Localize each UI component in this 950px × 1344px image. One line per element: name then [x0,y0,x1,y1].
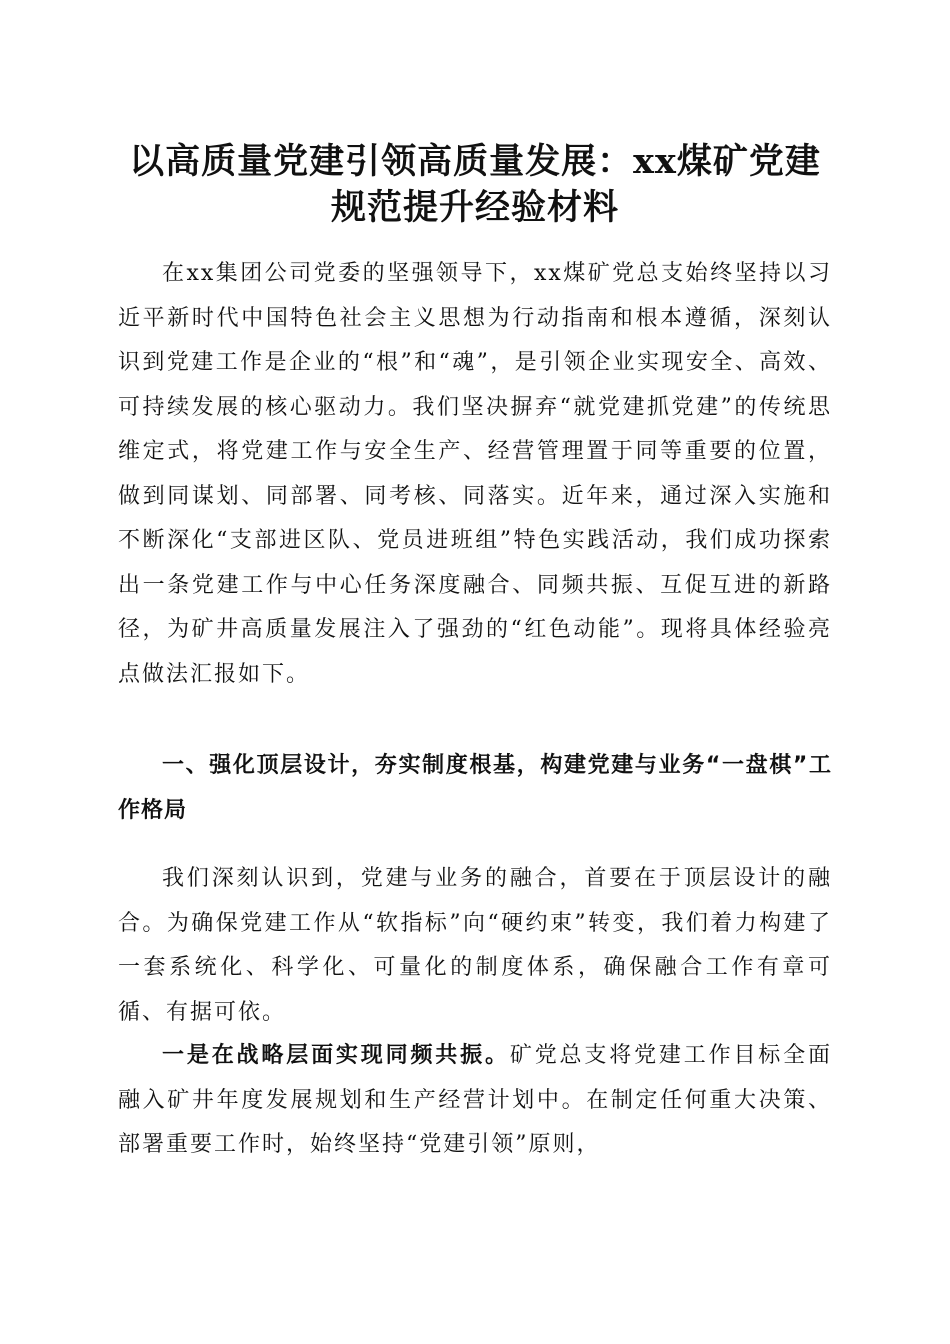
point-1-lead: 一是在战略层面实现同频共振。 [162,1042,510,1068]
document-title-line1: 以高质量党建引领高质量发展：xx煤矿党建 [129,141,821,182]
point-1-paragraph [118,1033,832,1168]
point-1-text: 矿党总支将党建工作目标全面融入矿井年度发展规划和生产经营计划中。在制定任何重大决策、部署重要工作时，始终坚持“党建引领”原则， [118,1043,832,1157]
intro-paragraph: 在xx集团公司党委的坚强领导下，xx煤矿党总支始终坚持以习近平新时代中国特色社会主义思想为行动指南和根本遵循，深刻认识到党建工作是企业的“根”和“魂”，是引领企业实现安全、高效、可持续发展的核心驱动力。我们坚决摒弃“就党建抓党建”的传统思维定式，将党建工作与安全生产、经营管理置于同等重要的位置，做到同谋划、同部署、同考核、同落实。近年来，通过深入实施和不断深化“支部进区队、党员进班组”特色实践活动，我们成功探索出一条党建工作与中心任务深度融合、同频共振、互促互进的新路径，为矿井高质量发展注入了强劲的“红色动能”。现将具体经验亮点做法汇报如下。 [118,261,832,687]
section-heading-1: 一、强化顶层设计，夯实制度根基，构建党建与业务“一盘棋”工作格局 [118,753,832,823]
document-title-line2: 规范提升经验材料 [330,187,619,228]
section-1-paragraph: 我们深刻认识到，党建与业务的融合，首要在于顶层设计的融合。为确保党建工作从“软指标”向“硬约束”转变，我们着力构建了一套系统化、科学化、可量化的制度体系，确保融合工作有章可循、有据可依。 [118,866,832,1025]
